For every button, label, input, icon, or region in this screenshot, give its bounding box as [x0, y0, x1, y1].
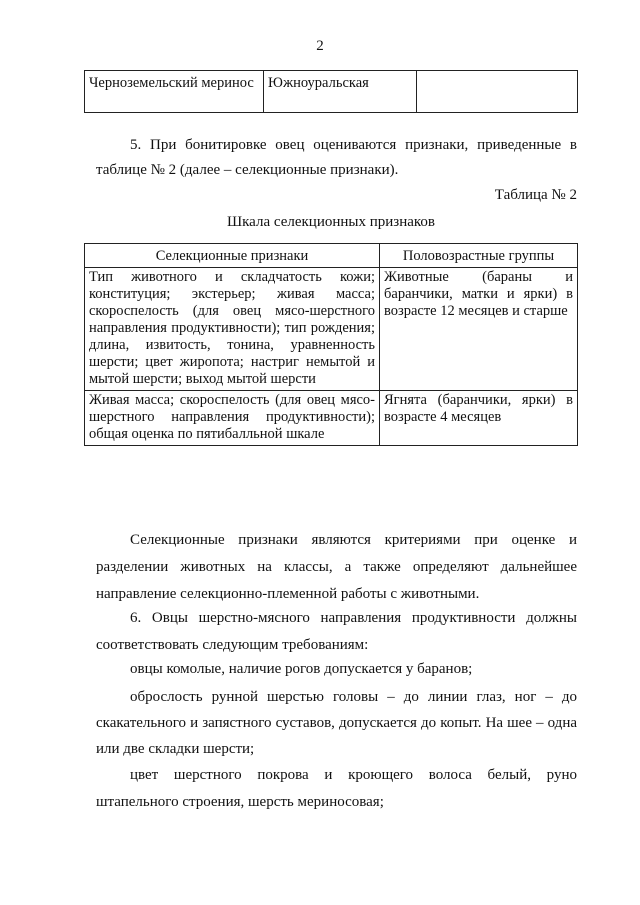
paragraph-6: 6. Овцы шерстно-мясного направления продуктивности должны соответствовать следующим требованиям: [96, 610, 577, 653]
table-row [85, 391, 578, 446]
selection-traits-table [84, 243, 578, 446]
page-number: 2 [316, 38, 324, 54]
table-row [85, 71, 578, 113]
header-traits: Селекционные признаки [85, 244, 380, 268]
requirement-2: оброслость рунной шерстью головы – до линии глаз, ног – до скакательного и запястного суставов, допускается до копыт. На шее – одна или две складки шерсти; [96, 689, 577, 757]
row2-groups: Ягнята (баранчики, ярки) в возрасте 4 месяцев [380, 391, 578, 446]
table-title: Шкала селекционных признаков [226, 214, 435, 230]
empty-cell [417, 71, 578, 113]
requirement-3: цвет шерстного покрова и кроющего волоса белый, руно штапельного строения, шерсть мериносовая; [96, 767, 577, 810]
row1-traits: Тип животного и складчатость кожи; конституция; экстерьер; живая масса; скороспелость (для овец мясо-шерстного направления продуктивности); тип рождения; длина, извитость, тонина, уравненность шерсти; цвет жиропота; настриг немытой и мытой шерсти; выход мытой шерсти [85, 268, 380, 391]
row2-traits: Живая масса; скороспелость (для овец мясо-шерстного направления продуктивности); общая оценка по пятибалльной шкале [85, 391, 380, 446]
table-label: Таблица № 2 [494, 187, 577, 203]
breed-table [84, 70, 578, 113]
requirement-1: овцы комолые, наличие рогов допускается у баранов; [130, 661, 473, 677]
breed-cell: Черноземельский меринос [85, 71, 264, 113]
paragraph-criteria: Селекционные признаки являются критериями при оценке и разделении животных на классы, а также определяют дальнейшее направление селекционно-племенной работы с животными. [96, 532, 577, 602]
header-groups: Половозрастные группы [380, 244, 578, 268]
type-cell: Южноуральская [264, 71, 417, 113]
paragraph-5: 5. При бонитировке овец оцениваются признаки, приведенные в таблице № 2 (далее – селекционные признаки). [96, 137, 577, 178]
table-header-row [85, 244, 578, 268]
row1-groups: Животные (бараны и баранчики, матки и ярки) в возрасте 12 месяцев и старше [380, 268, 578, 391]
table-row [85, 268, 578, 391]
